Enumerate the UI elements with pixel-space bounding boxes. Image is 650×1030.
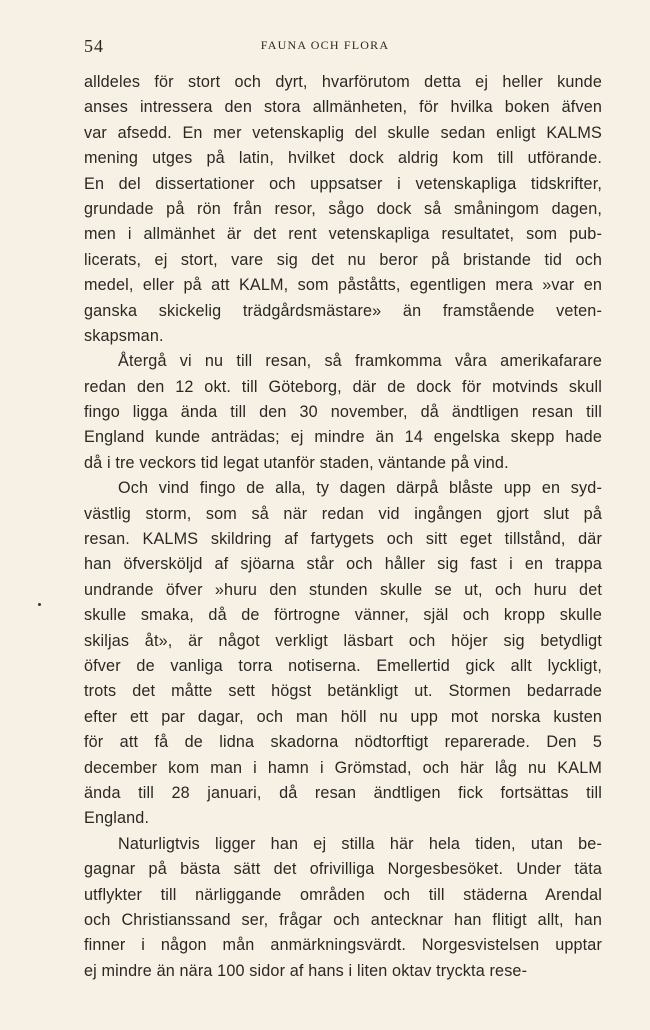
text-line: öfver de vanliga torra notiserna. Emellertid gick allt lyckligt, [84, 656, 602, 675]
text-line: västlig storm, som så när redan vid ingången gjort slut på [84, 504, 602, 523]
text-line: finner i någon mån anmärkningsvärdt. Norgesvistelsen upptar [84, 936, 602, 955]
text-line: utflykter till närliggande områden och till städerna Arendal [84, 885, 602, 904]
text-line: Naturligtvis ligger han ej stilla här hela tiden, utan be- [118, 834, 602, 853]
text-line: redan den 12 okt. till Göteborg, där de dock för motvinds skull [84, 377, 602, 396]
paragraph [84, 476, 602, 831]
text-line: trots det måtte sett högst betänkligt ut. Stormen bedarrade [84, 682, 602, 701]
text-line: alldeles för stort och dyrt, hvarförutom detta ej heller kunde [84, 73, 602, 91]
text-line: skiljas åt», är något verkligt läsbart och höjer sig betydligt [84, 631, 602, 650]
body-text [84, 70, 602, 984]
text-line: skapsman. [84, 326, 164, 345]
text-line: för att få de lidna skadorna nödtorftigt reparerade. Den 5 [84, 733, 602, 752]
text-line: han öfversköljd af sjöarna står och håller sig fast i en trappa [84, 555, 602, 574]
text-line: ganska skickelig trädgårdsmästare» än framstående veten- [84, 301, 602, 320]
text-line: England kunde anträdas; ej mindre än 14 engelska skepp hade [84, 428, 602, 447]
text-line: anses intressera den stora allmänheten, för hvilka boken äfven [84, 98, 602, 117]
text-line: december kom man i hamn i Grömstad, och här låg nu KALM [84, 758, 602, 777]
page-number: 54 [84, 36, 104, 56]
paragraph [84, 70, 602, 349]
margin-mark [38, 603, 41, 606]
text-line: ända till 28 januari, då resan ändtligen fick fortsättas till [84, 783, 602, 802]
text-line: resan. KALMS skildring af fartygets och sitt eget tillstånd, där [84, 530, 602, 549]
text-line: efter ett par dagar, och man höll nu upp mot norska kusten [84, 707, 602, 726]
text-line: England. [84, 809, 150, 828]
text-line: grundade på rön från resor, sågo dock så småningom dagen, [84, 199, 602, 218]
text-line: då i tre veckors tid legat utanför staden, väntande på vind. [84, 453, 509, 472]
text-line: licerats, ej stort, vare sig det nu beror på bristande tid och [84, 250, 602, 269]
text-line: skulle smaka, då de förtrogne vänner, själ och kropp skulle [84, 606, 602, 625]
text-line: ej mindre än nära 100 sidor af hans i liten oktav tryckta rese- [84, 961, 528, 980]
text-line: mening utges på latin, hvilket dock aldrig kom till utförande. [84, 149, 602, 168]
text-line: Återgå vi nu till resan, så framkomma våra amerikafarare [118, 352, 602, 371]
paragraph [84, 349, 602, 476]
text-line: medel, eller på att KALM, som påståtts, egentligen mera »var en [84, 276, 602, 295]
text-line: gagnar på bästa sätt det ofrivilliga Norgesbesöket. Under täta [84, 860, 602, 879]
text-line: En del dissertationer och uppsatser i vetenskapliga tidskrifter, [84, 174, 602, 193]
text-line: och Christianssand ser, frågar och antecknar han flitigt allt, han [84, 910, 602, 929]
text-line: Och vind fingo de alla, ty dagen därpå blåste upp en syd- [118, 479, 602, 498]
text-line: fingo ligga ända till den 30 november, då ändtligen resan till [84, 403, 602, 422]
paragraph [84, 832, 602, 984]
text-line: var afsedd. En mer vetenskaplig del skulle sedan enligt KALMS [84, 123, 602, 142]
text-line: undrande öfver »huru den stunden skulle se ut, och huru det [84, 580, 602, 599]
text-line: men i allmänhet är det rent vetenskapliga resultatet, som pub- [84, 225, 602, 244]
running-head: FAUNA OCH FLORA [260, 38, 390, 52]
